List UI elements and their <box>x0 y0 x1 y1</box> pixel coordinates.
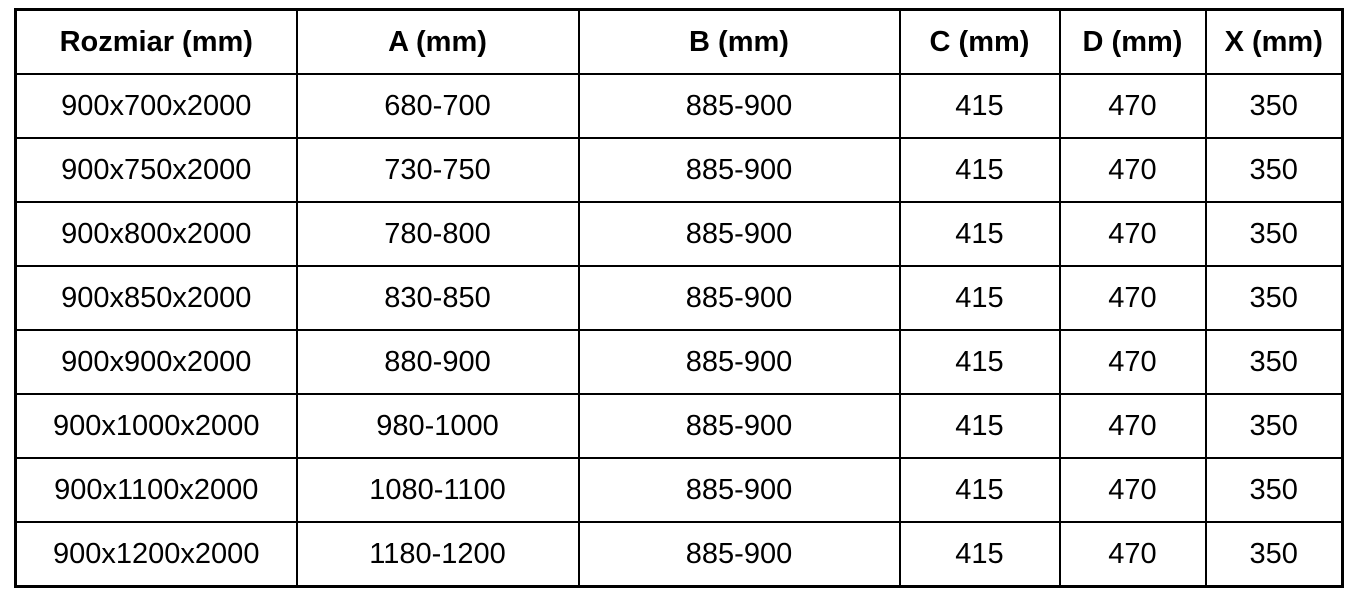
table-cell: 900x850x2000 <box>16 266 297 330</box>
table-cell: 885-900 <box>579 330 900 394</box>
column-header: A (mm) <box>297 10 579 75</box>
table-cell: 470 <box>1060 458 1206 522</box>
table-cell: 470 <box>1060 138 1206 202</box>
table-cell: 415 <box>900 74 1060 138</box>
table-cell: 780-800 <box>297 202 579 266</box>
table-cell: 885-900 <box>579 522 900 587</box>
table-cell: 900x1200x2000 <box>16 522 297 587</box>
table-cell: 980-1000 <box>297 394 579 458</box>
column-header: D (mm) <box>1060 10 1206 75</box>
column-header: X (mm) <box>1206 10 1343 75</box>
table-cell: 350 <box>1206 394 1343 458</box>
dimensions-table <box>14 8 1344 588</box>
table-cell: 900x1000x2000 <box>16 394 297 458</box>
table-cell: 415 <box>900 138 1060 202</box>
table-cell: 900x1100x2000 <box>16 458 297 522</box>
table-cell: 730-750 <box>297 138 579 202</box>
table-cell: 900x700x2000 <box>16 74 297 138</box>
table-row <box>16 330 1343 394</box>
table-cell: 1180-1200 <box>297 522 579 587</box>
header-row <box>16 10 1343 75</box>
table-cell: 470 <box>1060 202 1206 266</box>
table-cell: 350 <box>1206 202 1343 266</box>
table-cell: 900x900x2000 <box>16 330 297 394</box>
table-cell: 350 <box>1206 74 1343 138</box>
table-row <box>16 458 1343 522</box>
table-body <box>16 74 1343 587</box>
table-cell: 415 <box>900 522 1060 587</box>
table-cell: 350 <box>1206 266 1343 330</box>
table-cell: 830-850 <box>297 266 579 330</box>
table-cell: 415 <box>900 458 1060 522</box>
table-cell: 900x750x2000 <box>16 138 297 202</box>
table-cell: 415 <box>900 394 1060 458</box>
table-cell: 470 <box>1060 394 1206 458</box>
table-cell: 350 <box>1206 522 1343 587</box>
column-header: Rozmiar (mm) <box>16 10 297 75</box>
table-cell: 470 <box>1060 522 1206 587</box>
table-cell: 470 <box>1060 266 1206 330</box>
table-cell: 885-900 <box>579 394 900 458</box>
table-row <box>16 74 1343 138</box>
table-cell: 1080-1100 <box>297 458 579 522</box>
table-cell: 350 <box>1206 330 1343 394</box>
column-header: C (mm) <box>900 10 1060 75</box>
table-cell: 900x800x2000 <box>16 202 297 266</box>
table-cell: 885-900 <box>579 138 900 202</box>
table-cell: 415 <box>900 330 1060 394</box>
table-cell: 880-900 <box>297 330 579 394</box>
table-cell: 885-900 <box>579 74 900 138</box>
table-cell: 885-900 <box>579 202 900 266</box>
table-cell: 885-900 <box>579 458 900 522</box>
table-cell: 470 <box>1060 74 1206 138</box>
table-cell: 415 <box>900 266 1060 330</box>
table-row <box>16 266 1343 330</box>
table-row <box>16 202 1343 266</box>
table-cell: 350 <box>1206 458 1343 522</box>
table-cell: 885-900 <box>579 266 900 330</box>
column-header: B (mm) <box>579 10 900 75</box>
table-row <box>16 394 1343 458</box>
table-cell: 680-700 <box>297 74 579 138</box>
table-cell: 350 <box>1206 138 1343 202</box>
table-row <box>16 138 1343 202</box>
table-cell: 470 <box>1060 330 1206 394</box>
table-cell: 415 <box>900 202 1060 266</box>
table-row <box>16 522 1343 587</box>
